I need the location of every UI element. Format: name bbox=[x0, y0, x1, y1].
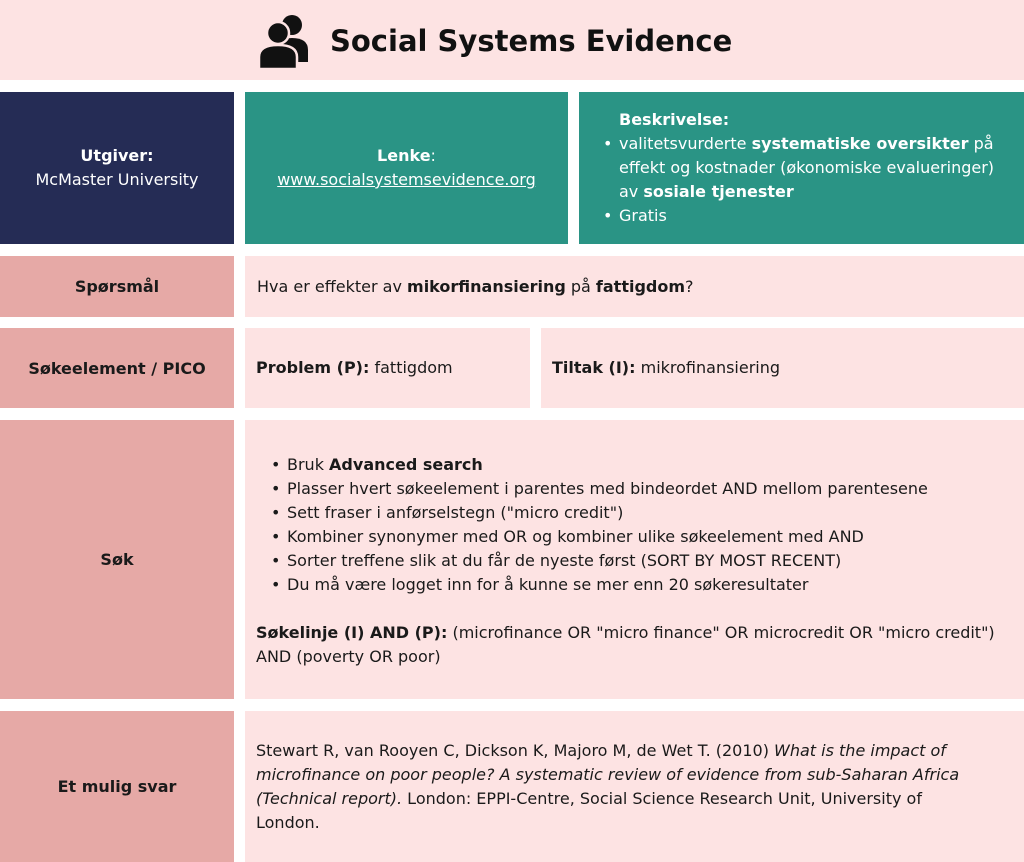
users-icon bbox=[258, 12, 310, 70]
search-label: Søk bbox=[100, 550, 134, 569]
answer-label-cell bbox=[0, 711, 234, 862]
question-text: Hva er effekter av mikorfinansiering på fattigdom? bbox=[257, 276, 694, 296]
description-list bbox=[603, 132, 1010, 228]
question-cell bbox=[245, 256, 1024, 317]
question-label-cell bbox=[0, 256, 234, 317]
list-item: • Kombiner synonymer med OR og kombiner ulike søkeelement med AND bbox=[271, 525, 1010, 549]
desc-bold: systematiske oversikter bbox=[751, 134, 969, 153]
problem-text: Problem (P): fattigdom bbox=[256, 358, 453, 377]
description-label: Beskrivelse: bbox=[619, 110, 730, 129]
search-label-cell bbox=[0, 420, 234, 699]
desc-text: på effekt og kostnader (økonomiske evalueringer) av bbox=[619, 134, 995, 201]
publisher-label: Utgiver: bbox=[80, 146, 154, 165]
list-item bbox=[603, 132, 1010, 204]
answer-label: Et mulig svar bbox=[57, 777, 177, 796]
list-item: • Plasser hvert søkeelement i parentes med bindeordet AND mellom parentesene bbox=[271, 477, 1010, 501]
search-line: Søkelinje (I) AND (P): (microfinance OR "micro finance" OR microcredit OR "micro credit") AND (poverty OR poor) bbox=[256, 623, 995, 666]
pico-label: Søkeelement / PICO bbox=[28, 358, 206, 378]
answer-citation: Stewart R, van Rooyen C, Dickson K, Majoro M, de Wet T. (2010) What is the impact of microfinance on poor people? A systematic review of evidence from sub-Saharan Africa (Technical report). London: EPPI-Centre, Social Science Research Unit, University of London. bbox=[256, 740, 960, 832]
pico-label-cell bbox=[0, 328, 234, 408]
header-banner bbox=[0, 0, 1024, 80]
link-colon: : bbox=[430, 146, 436, 165]
intervention-text: Tiltak (I): mikrofinansiering bbox=[552, 358, 781, 377]
description-card bbox=[579, 92, 1024, 244]
intervention-cell bbox=[541, 328, 1024, 408]
problem-cell bbox=[245, 328, 530, 408]
title-group bbox=[258, 12, 732, 70]
list-item: • Bruk Advanced search bbox=[271, 453, 1010, 477]
question-label: Spørsmål bbox=[74, 277, 160, 296]
link-card bbox=[245, 92, 568, 244]
list-item: • Sett fraser i anførselstegn ("micro credit") bbox=[271, 501, 1010, 525]
publisher-card bbox=[0, 92, 234, 244]
search-tips-list bbox=[271, 453, 1010, 597]
list-item: • Du må være logget inn for å kunne se mer enn 20 søkeresultater bbox=[271, 573, 1010, 597]
link-label: Lenke bbox=[377, 146, 431, 165]
website-link[interactable]: www.socialsystemsevidence.org bbox=[277, 170, 536, 189]
answer-cell bbox=[245, 711, 1024, 862]
page-title: Social Systems Evidence bbox=[330, 24, 733, 58]
desc-text: valitetsvurderte bbox=[619, 134, 752, 153]
search-cell bbox=[245, 420, 1024, 699]
list-item: • Sorter treffene slik at du får de nyeste først (SORT BY MOST RECENT) bbox=[271, 549, 1010, 573]
list-item: • Gratis bbox=[603, 204, 1010, 228]
desc-bold: sosiale tjenester bbox=[643, 182, 794, 201]
publisher-value: McMaster University bbox=[35, 170, 199, 189]
